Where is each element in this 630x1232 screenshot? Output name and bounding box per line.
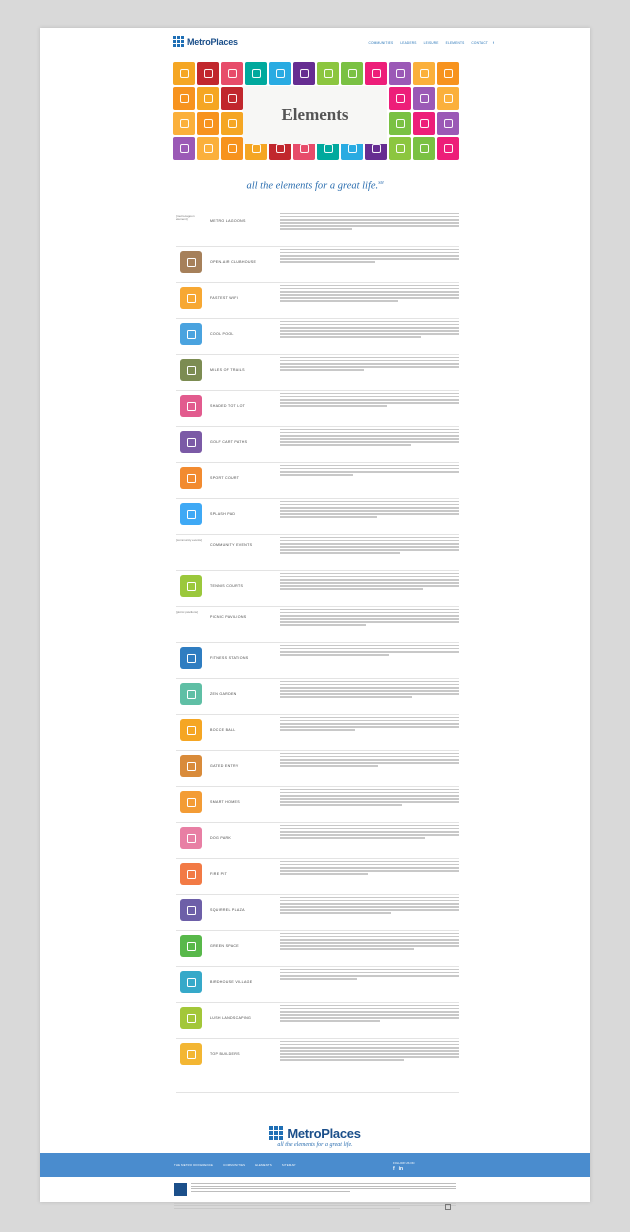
element-description xyxy=(280,859,459,876)
element-description xyxy=(280,1003,459,1023)
element-description xyxy=(280,751,459,768)
element-icon xyxy=(180,1043,202,1065)
footer-links xyxy=(174,1163,296,1167)
site-header xyxy=(40,28,590,60)
element-name: SHADED TOT LOT xyxy=(210,404,246,408)
hero-tile-icon xyxy=(221,62,243,85)
follow-label: FOLLOW US ON xyxy=(393,1161,415,1165)
element-description xyxy=(280,211,459,231)
footer-link-communities[interactable]: COMMUNITIES xyxy=(223,1163,246,1167)
element-icon xyxy=(180,935,202,957)
element-icon xyxy=(180,827,202,849)
element-description xyxy=(280,391,459,408)
element-name: TOP BUILDERS xyxy=(210,1052,240,1056)
element-row xyxy=(176,895,459,931)
element-icon xyxy=(180,863,202,885)
element-description xyxy=(280,967,459,981)
hero-tile-icon xyxy=(221,112,243,135)
main-nav xyxy=(368,41,488,45)
legal-block xyxy=(174,1183,456,1196)
hero-tile-icon xyxy=(437,137,459,160)
element-icon xyxy=(180,251,202,273)
hero-tile-icon xyxy=(413,87,435,110)
broken-image-icon: [community events] xyxy=(176,538,202,542)
hero-tile-icon xyxy=(221,87,243,110)
nav-contact[interactable]: CONTACT xyxy=(471,41,488,45)
footer-logo[interactable] xyxy=(269,1126,360,1141)
element-description xyxy=(280,679,459,699)
element-row xyxy=(176,679,459,715)
element-icon xyxy=(180,395,202,417)
hero-tile-icon xyxy=(293,62,315,85)
element-name: COOL POOL xyxy=(210,332,234,336)
element-row xyxy=(176,319,459,355)
footer-link-sitemap[interactable]: SITEMAP xyxy=(281,1163,296,1167)
element-row xyxy=(176,859,459,895)
hero-tile-icon xyxy=(173,137,195,160)
element-row xyxy=(176,355,459,391)
element-name: OPEN-AIR CLUBHOUSE xyxy=(210,260,257,264)
element-name: SQUIRREL PLAZA xyxy=(210,908,245,912)
equal-housing-icon xyxy=(445,1204,451,1210)
element-description xyxy=(280,247,459,264)
element-row xyxy=(176,931,459,967)
element-icon xyxy=(180,1007,202,1029)
element-icon xyxy=(180,287,202,309)
disclaimer-text xyxy=(176,1101,177,1105)
element-icon xyxy=(180,431,202,453)
element-description xyxy=(280,607,459,627)
element-row xyxy=(176,715,459,751)
element-description xyxy=(280,1039,459,1063)
facebook-icon[interactable]: f xyxy=(393,1166,395,1172)
hero-tile-icon xyxy=(437,87,459,110)
logo-text: MetroPlaces xyxy=(187,36,238,47)
footer-logo-mark-icon xyxy=(269,1126,283,1140)
element-icon xyxy=(180,467,202,489)
element-row xyxy=(176,283,459,319)
element-row xyxy=(176,427,459,463)
hero-tile-icon xyxy=(437,62,459,85)
element-icon xyxy=(180,323,202,345)
element-icon xyxy=(180,899,202,921)
site-logo[interactable] xyxy=(173,36,238,47)
logo-mark-icon xyxy=(173,36,184,47)
broken-image-icon: [picnic pavilions] xyxy=(176,610,198,614)
element-icon xyxy=(180,575,202,597)
developer-badge-icon xyxy=(174,1183,187,1196)
element-name: ZEN GARDEN xyxy=(210,692,237,696)
nav-leaders[interactable]: LEADERS xyxy=(400,41,417,45)
element-name: FIRE PIT xyxy=(210,872,228,876)
element-name: PICNIC PAVILIONS xyxy=(210,615,247,619)
element-name: GREEN SPACE xyxy=(210,944,239,948)
page-title: Elements xyxy=(281,105,349,124)
hero-tile-icon xyxy=(173,112,195,135)
footer-link-elements[interactable]: ELEMENTS xyxy=(255,1163,272,1167)
nav-leisure[interactable]: LEISURE xyxy=(423,41,439,45)
element-row xyxy=(176,1003,459,1039)
hero-tile-icon xyxy=(365,62,387,85)
hero-title-box xyxy=(243,86,387,144)
element-row xyxy=(176,823,459,859)
element-row xyxy=(176,751,459,787)
element-row xyxy=(176,1039,459,1093)
element-description xyxy=(280,787,459,807)
element-row xyxy=(176,499,459,535)
element-row xyxy=(176,787,459,823)
elements-list xyxy=(176,211,459,1093)
hero-tile-icon xyxy=(389,87,411,110)
footer-tagline: all the elements for a great life. xyxy=(277,1141,353,1148)
element-description xyxy=(280,715,459,732)
element-description xyxy=(280,643,459,657)
element-icon xyxy=(180,647,202,669)
element-name: TENNIS COURTS xyxy=(210,584,244,588)
element-row xyxy=(176,463,459,499)
nav-communities[interactable]: COMMUNITIES xyxy=(368,41,394,45)
element-name: LUSH LANDSCAPING xyxy=(210,1016,252,1020)
element-description xyxy=(280,499,459,519)
element-row xyxy=(176,571,459,607)
page xyxy=(40,28,590,1202)
hero-tile-icon xyxy=(317,62,339,85)
element-row xyxy=(176,535,459,571)
hero-tile-icon xyxy=(413,112,435,135)
tagline xyxy=(40,180,590,192)
facebook-icon[interactable]: f xyxy=(492,40,494,45)
hero-tile-icon xyxy=(437,112,459,135)
element-icon xyxy=(180,791,202,813)
footer-brand xyxy=(40,1117,590,1148)
element-name: SMART HOMES xyxy=(210,800,240,804)
element-description xyxy=(280,895,459,915)
footer-social xyxy=(393,1166,403,1172)
broken-image-icon: [metro-lagoon element] xyxy=(176,214,195,222)
hero-tile-icon xyxy=(221,137,243,160)
element-description xyxy=(280,463,459,477)
element-name: GOLF CART PATHS xyxy=(210,440,248,444)
hero-tile-icon xyxy=(413,62,435,85)
element-icon xyxy=(180,971,202,993)
hero-tile-icon xyxy=(173,87,195,110)
element-description xyxy=(280,931,459,951)
footer-link-metro-difference[interactable]: THE METRO DIFFERENCE xyxy=(174,1163,214,1167)
element-name: COMMUNITY EVENTS xyxy=(210,543,253,547)
element-name: FASTEST WIFI xyxy=(210,296,239,300)
footer-band xyxy=(40,1153,590,1177)
hero-tile-icon xyxy=(173,62,195,85)
hero-tile-icon xyxy=(197,112,219,135)
element-name: MILES OF TRAILS xyxy=(210,368,245,372)
element-description xyxy=(280,535,459,555)
service-mark: SM xyxy=(378,180,384,185)
nav-elements[interactable]: ELEMENTS xyxy=(445,41,465,45)
legal-text xyxy=(191,1183,456,1196)
element-name: BIRDHOUSE VILLAGE xyxy=(210,980,253,984)
element-row xyxy=(176,607,459,643)
element-row xyxy=(176,391,459,427)
hero-banner xyxy=(171,60,459,169)
hero-tile-icon xyxy=(269,62,291,85)
hero-tile-icon xyxy=(389,62,411,85)
element-name: DOG PARK xyxy=(210,836,232,840)
element-description xyxy=(280,427,459,447)
element-icon xyxy=(180,683,202,705)
tagline-text: all the elements for a great life. xyxy=(246,180,379,192)
hero-tile-icon xyxy=(245,62,267,85)
hero-tile-icon xyxy=(341,62,363,85)
copyright-text xyxy=(174,1203,456,1210)
linkedin-icon[interactable]: in xyxy=(398,1166,404,1172)
element-description xyxy=(280,355,459,372)
element-description xyxy=(280,319,459,339)
hero-tile-icon xyxy=(197,137,219,160)
hero-tile-icon xyxy=(413,137,435,160)
element-description xyxy=(280,283,459,303)
element-description xyxy=(280,823,459,840)
element-icon xyxy=(180,719,202,741)
element-icon xyxy=(180,503,202,525)
hero-tile-icon xyxy=(197,87,219,110)
hero-tile-icon xyxy=(389,137,411,160)
footer-logo-text: MetroPlaces xyxy=(287,1125,361,1141)
element-icon xyxy=(180,755,202,777)
element-icon xyxy=(180,359,202,381)
element-description xyxy=(280,571,459,591)
element-name: METRO LAGOONS xyxy=(210,219,246,223)
element-row xyxy=(176,211,459,247)
element-name: BOCCE BALL xyxy=(210,728,236,732)
element-row xyxy=(176,643,459,679)
element-name: SPORT COURT xyxy=(210,476,240,480)
element-name: FITNESS STATIONS xyxy=(210,656,249,660)
hero-tile-icon xyxy=(389,112,411,135)
element-row xyxy=(176,247,459,283)
hero-tile-icon xyxy=(197,62,219,85)
element-name: SPLASH PAD xyxy=(210,512,236,516)
element-row xyxy=(176,967,459,1003)
element-name: GATED ENTRY xyxy=(210,764,239,768)
